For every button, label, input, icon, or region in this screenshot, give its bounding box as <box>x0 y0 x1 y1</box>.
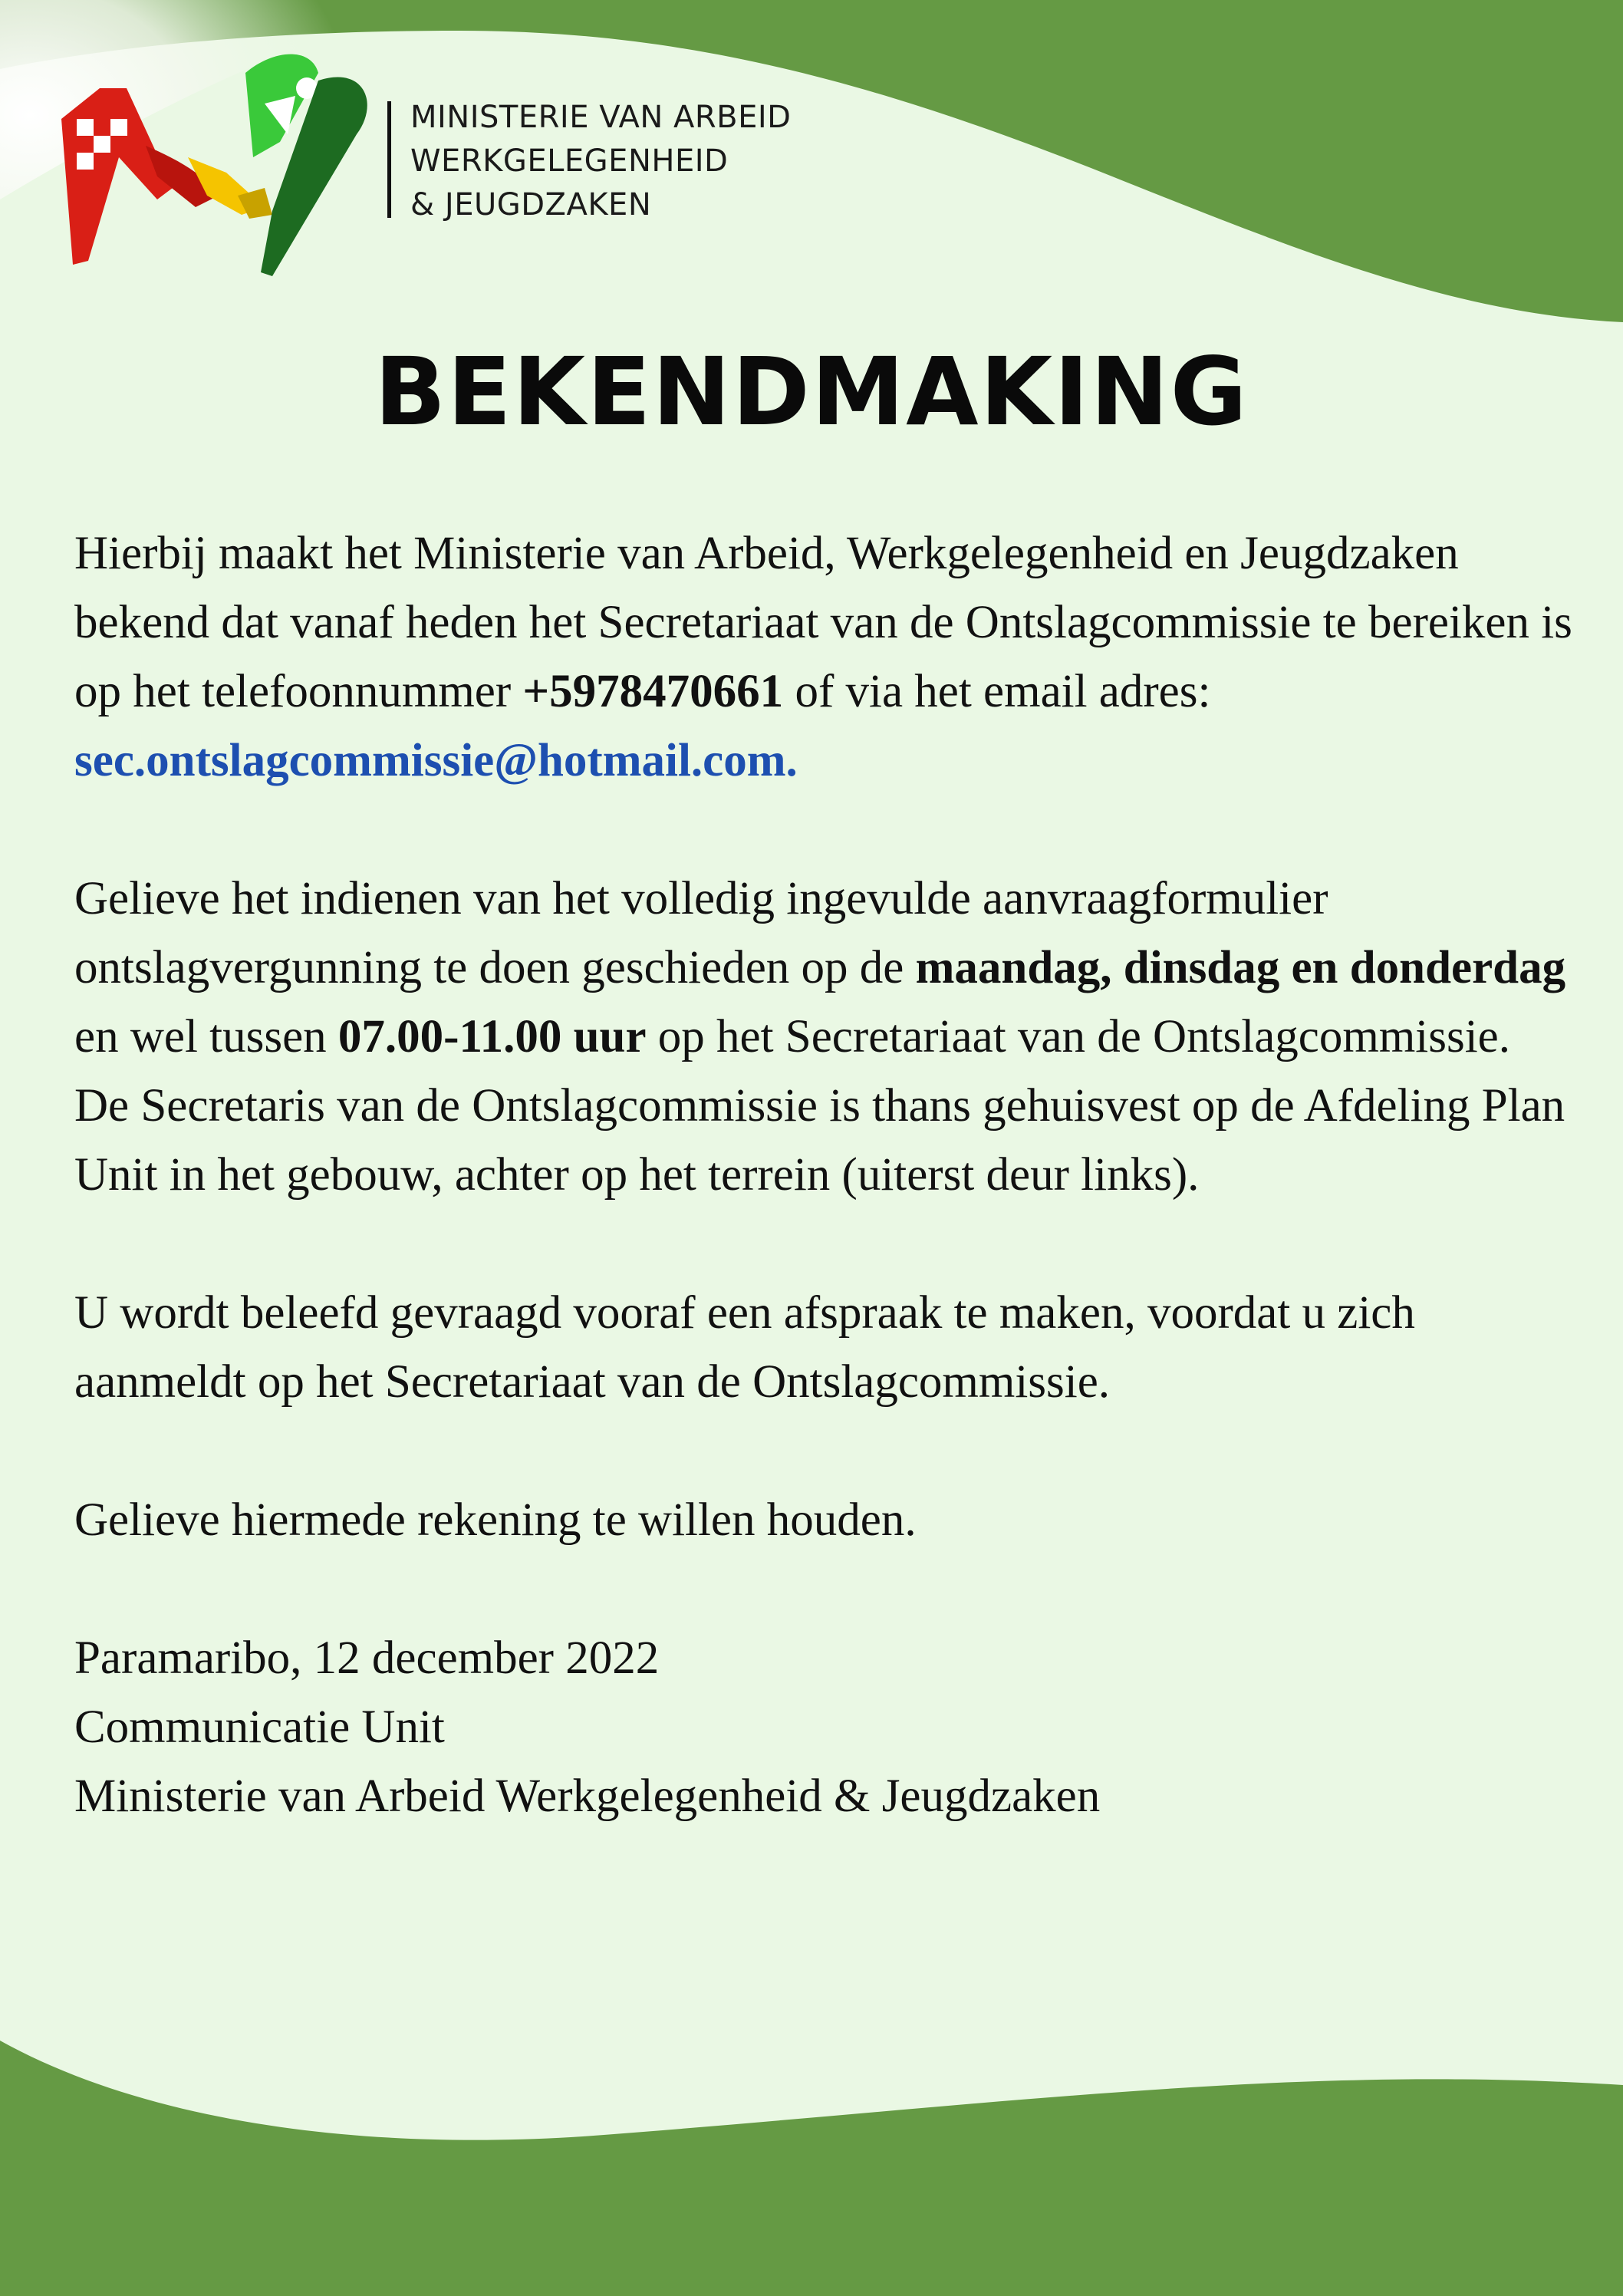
signature-place-date: Paramaribo, 12 december 2022 <box>74 1632 660 1684</box>
paragraph-appointment: U wordt beleefd gevraagd vooraf een afspraak te maken, voordat u zich aanmeldt op het Secretariaat van de Ontslagcommissie. <box>74 1287 1415 1408</box>
paragraph-location: De Secretaris van de Ontslagcommissie is thans gehuisvest op de Afdeling Plan Unit in het gebouw, achter op het terrein (uiterst deur links). <box>74 1080 1565 1201</box>
submission-text-3: op het Secretariaat van de Ontslagcommissie. <box>646 1011 1510 1062</box>
paragraph-contact <box>74 519 1578 796</box>
spacer <box>74 796 1578 865</box>
contact-text-2: of via het email adres: <box>783 666 1211 717</box>
submission-hours: 07.00-11.00 uur <box>337 1011 647 1062</box>
paragraph-closing: Gelieve hiermede rekening te willen houden. <box>74 1494 917 1546</box>
signature-unit: Communicatie Unit <box>74 1701 445 1753</box>
submission-text-2: en wel tussen <box>74 1011 338 1062</box>
signature-ministry: Ministerie van Arbeid Werkgelegenheid & Jeugdzaken <box>74 1771 1101 1822</box>
logo-divider <box>387 101 391 218</box>
spacer <box>74 1417 1578 1486</box>
page-title: BEKENDMAKING <box>374 338 1249 446</box>
submission-days: maandag, dinsdag en donderdag <box>915 942 1566 993</box>
spacer <box>74 1210 1578 1279</box>
paragraph-submission <box>74 865 1578 1072</box>
logo-line-3: & JEUGDZAKEN <box>410 187 652 222</box>
phone-number: +5978470661 <box>522 666 784 717</box>
contact-text: Hierbij maakt het Ministerie van Arbeid, Werkgelegenheid en Jeugdzaken bekend dat vanaf heden het Secretariaat van de Ontslagcommissie te bereiken is op het telefoonnummer <box>74 528 1572 717</box>
ministry-logo-mark <box>42 42 380 280</box>
announcement-body <box>74 519 1578 1831</box>
submission-text: Gelieve het indienen van het volledig ingevulde aanvraagformulier ontslagvergunning te doen geschieden op de <box>74 873 1328 993</box>
logo-text <box>410 96 791 227</box>
logo-line-1: MINISTERIE VAN ARBEID <box>410 100 792 135</box>
logo-line-2: WERKGELEGENHEID <box>410 143 729 179</box>
email-address: sec.ontslagcommissie@hotmail.com. <box>74 735 798 786</box>
spacer <box>74 1555 1578 1624</box>
